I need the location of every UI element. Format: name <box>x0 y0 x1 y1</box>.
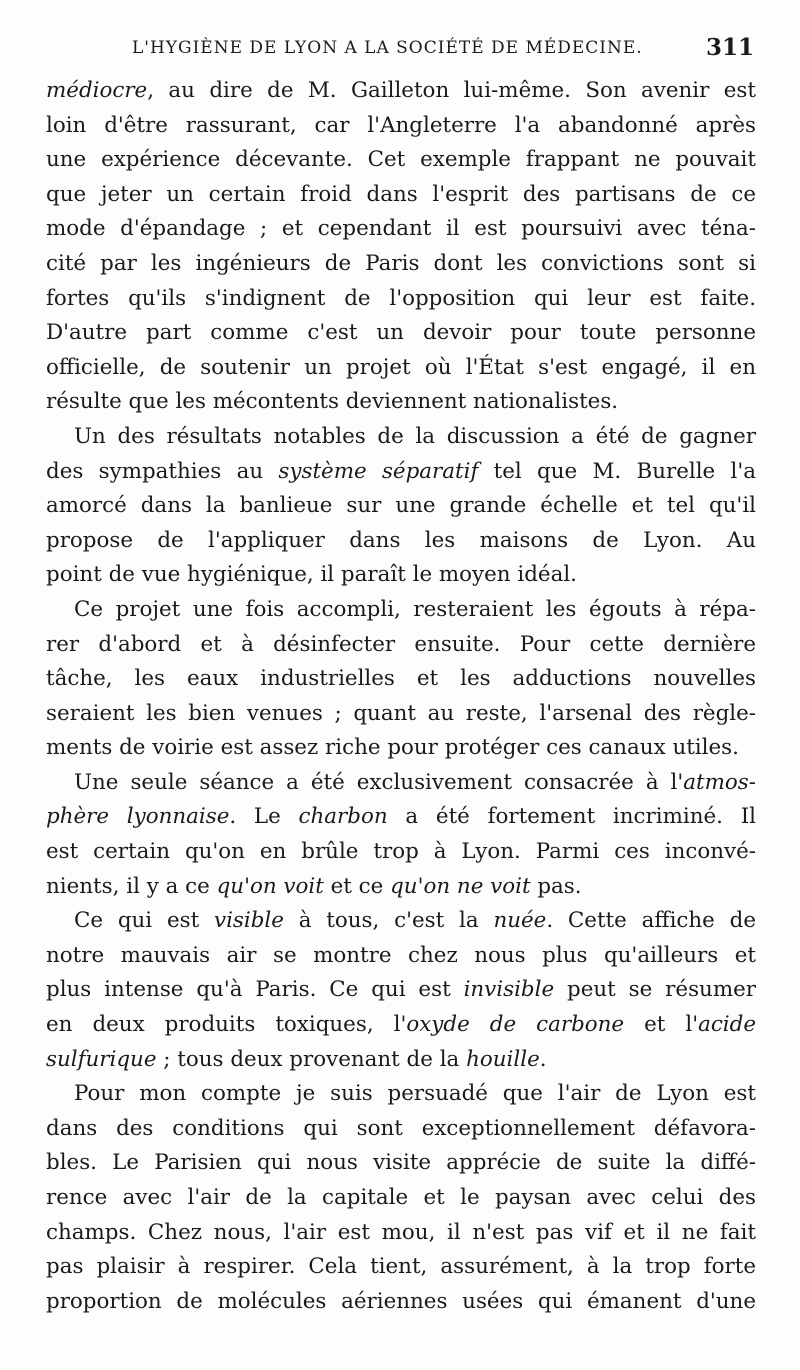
text-line <box>46 1112 756 1147</box>
text-line <box>46 455 756 490</box>
text-line <box>46 904 756 939</box>
text-line <box>46 143 756 178</box>
text-line <box>46 1077 756 1112</box>
text-segment: tâche, les eaux industrielles et les adductions nouvelles <box>46 666 756 692</box>
text-line <box>46 973 756 1008</box>
text-line <box>46 1216 756 1251</box>
text-segment: cité par les ingénieurs de Paris dont les convictions sont si <box>46 250 756 276</box>
text-segment: que jeter un certain froid dans l'esprit des partisans de ce <box>46 181 756 207</box>
page-number: 311 <box>705 34 754 61</box>
text-segment: amorcé dans la banlieue sur une grande échelle et tel qu'il <box>46 493 756 519</box>
text-line <box>46 766 756 801</box>
text-segment: dans des conditions qui sont exceptionnellement défavora- <box>46 1115 756 1141</box>
italic-text: houille <box>466 1046 540 1072</box>
text-line <box>46 1146 756 1181</box>
text-line <box>46 1008 756 1043</box>
text-line <box>46 1043 756 1078</box>
text-segment: rer d'abord et à désinfecter ensuite. Pour cette dernière <box>46 631 756 657</box>
text-segment: . Cette affiche de <box>546 908 756 934</box>
text-line <box>46 1250 756 1285</box>
text-segment: a été fortement incriminé. Il <box>387 804 756 830</box>
text-line <box>46 316 756 351</box>
text-segment: mode d'épandage ; et cependant il est poursuivi avec téna- <box>46 216 756 242</box>
italic-text: qu'on ne voit <box>390 873 531 899</box>
text-segment: Pour mon compte je suis persuadé que l'air de Lyon est <box>74 1081 756 1107</box>
text-segment: . Le <box>229 804 299 830</box>
text-segment: des sympathies au <box>46 458 279 484</box>
text-line <box>46 351 756 386</box>
text-line <box>46 800 756 835</box>
text-line <box>46 74 756 109</box>
text-segment: Une seule séance a été exclusivement consacrée à l' <box>74 769 684 795</box>
text-segment: une expérience décevante. Cet exemple frappant ne pouvait <box>46 147 756 173</box>
text-line <box>46 697 756 732</box>
text-segment: loin d'être rassurant, car l'Angleterre l'a abandonné après <box>46 112 756 138</box>
text-segment: à tous, c'est la <box>283 908 494 934</box>
text-line <box>46 178 756 213</box>
text-segment: bles. Le Parisien qui nous visite apprécie de suite la diffé- <box>46 1150 756 1176</box>
text-segment: propose de l'appliquer dans les maisons de Lyon. Au <box>46 527 756 553</box>
italic-text: charbon <box>298 804 388 830</box>
italic-text: phère lyonnaise <box>46 804 230 830</box>
text-segment: nients, il y a ce <box>46 873 217 899</box>
text-segment: peut se résumer <box>554 977 756 1003</box>
italic-text: invisible <box>463 977 555 1003</box>
italic-text: sulfurique <box>46 1046 157 1072</box>
text-segment: Un des résultats notables de la discussion a été de gagner <box>74 423 756 449</box>
text-line <box>46 662 756 697</box>
text-line <box>46 870 756 905</box>
text-segment: Ce projet une fois accompli, resteraient les égouts à répa- <box>74 596 756 622</box>
text-segment: en deux produits toxiques, l' <box>46 1012 407 1038</box>
text-segment: tel que M. Burelle l'a <box>478 458 756 484</box>
text-line <box>46 524 756 559</box>
text-line <box>46 835 756 870</box>
text-line <box>46 1285 756 1320</box>
text-segment: résulte que les mécontents deviennent nationalistes. <box>46 389 619 415</box>
text-segment: . <box>539 1046 547 1072</box>
text-segment: proportion de molécules aériennes usées qui émanent d'une <box>46 1288 756 1314</box>
text-line <box>46 420 756 455</box>
text-segment: est certain qu'on en brûle trop à Lyon. Parmi ces inconvé- <box>46 839 756 865</box>
text-line <box>46 247 756 282</box>
italic-text: système séparatif <box>278 458 479 484</box>
text-line <box>46 628 756 663</box>
text-segment: champs. Chez nous, l'air est mou, il n'est pas vif et il ne fait <box>46 1219 756 1245</box>
text-segment: ments de voirie est assez riche pour protéger ces canaux utiles. <box>46 735 739 761</box>
text-segment: notre mauvais air se montre chez nous plus qu'ailleurs et <box>46 942 756 968</box>
text-line <box>46 593 756 628</box>
text-segment: point de vue hygiénique, il paraît le moyen idéal. <box>46 562 577 588</box>
running-title: L'HYGIÈNE DE LYON A LA SOCIÉTÉ DE MÉDECINE. <box>132 38 643 58</box>
text-segment: fortes qu'ils s'indignent de l'opposition qui leur est faite. <box>46 285 756 311</box>
text-line <box>46 282 756 317</box>
text-line <box>46 489 756 524</box>
text-segment: seraient les bien venues ; quant au reste, l'arsenal des règle- <box>46 700 756 726</box>
body-text <box>46 74 756 1319</box>
text-segment: plus intense qu'à Paris. Ce qui est <box>46 977 464 1003</box>
text-segment: et ce <box>323 873 391 899</box>
text-line <box>46 939 756 974</box>
text-segment: officielle, de soutenir un projet où l'État s'est engagé, il en <box>46 354 756 380</box>
text-segment: D'autre part comme c'est un devoir pour toute personne <box>46 320 756 346</box>
italic-text: atmos- <box>683 769 756 795</box>
text-segment: et l' <box>624 1012 699 1038</box>
text-line <box>46 731 756 766</box>
text-line <box>46 558 756 593</box>
italic-text: nuée <box>493 908 547 934</box>
italic-text: qu'on voit <box>216 873 324 899</box>
text-segment: rence avec l'air de la capitale et le paysan avec celui des <box>46 1185 756 1210</box>
italic-text: acide <box>698 1012 756 1038</box>
page-header <box>48 34 760 64</box>
text-line <box>46 385 756 420</box>
text-segment: pas plaisir à respirer. Cela tient, assurément, à la trop forte <box>46 1254 756 1280</box>
italic-text: visible <box>214 908 284 934</box>
text-segment: , au dire de M. Gailleton lui-même. Son avenir est <box>147 78 756 103</box>
text-segment: Ce qui est <box>74 908 214 934</box>
italic-text: médiocre <box>46 78 148 103</box>
text-segment: ; tous deux provenant de la <box>156 1046 467 1072</box>
text-segment: pas. <box>530 873 582 899</box>
text-line <box>46 109 756 144</box>
italic-text: oxyde de carbone <box>406 1012 625 1038</box>
text-line <box>46 212 756 247</box>
text-line <box>46 1181 756 1216</box>
